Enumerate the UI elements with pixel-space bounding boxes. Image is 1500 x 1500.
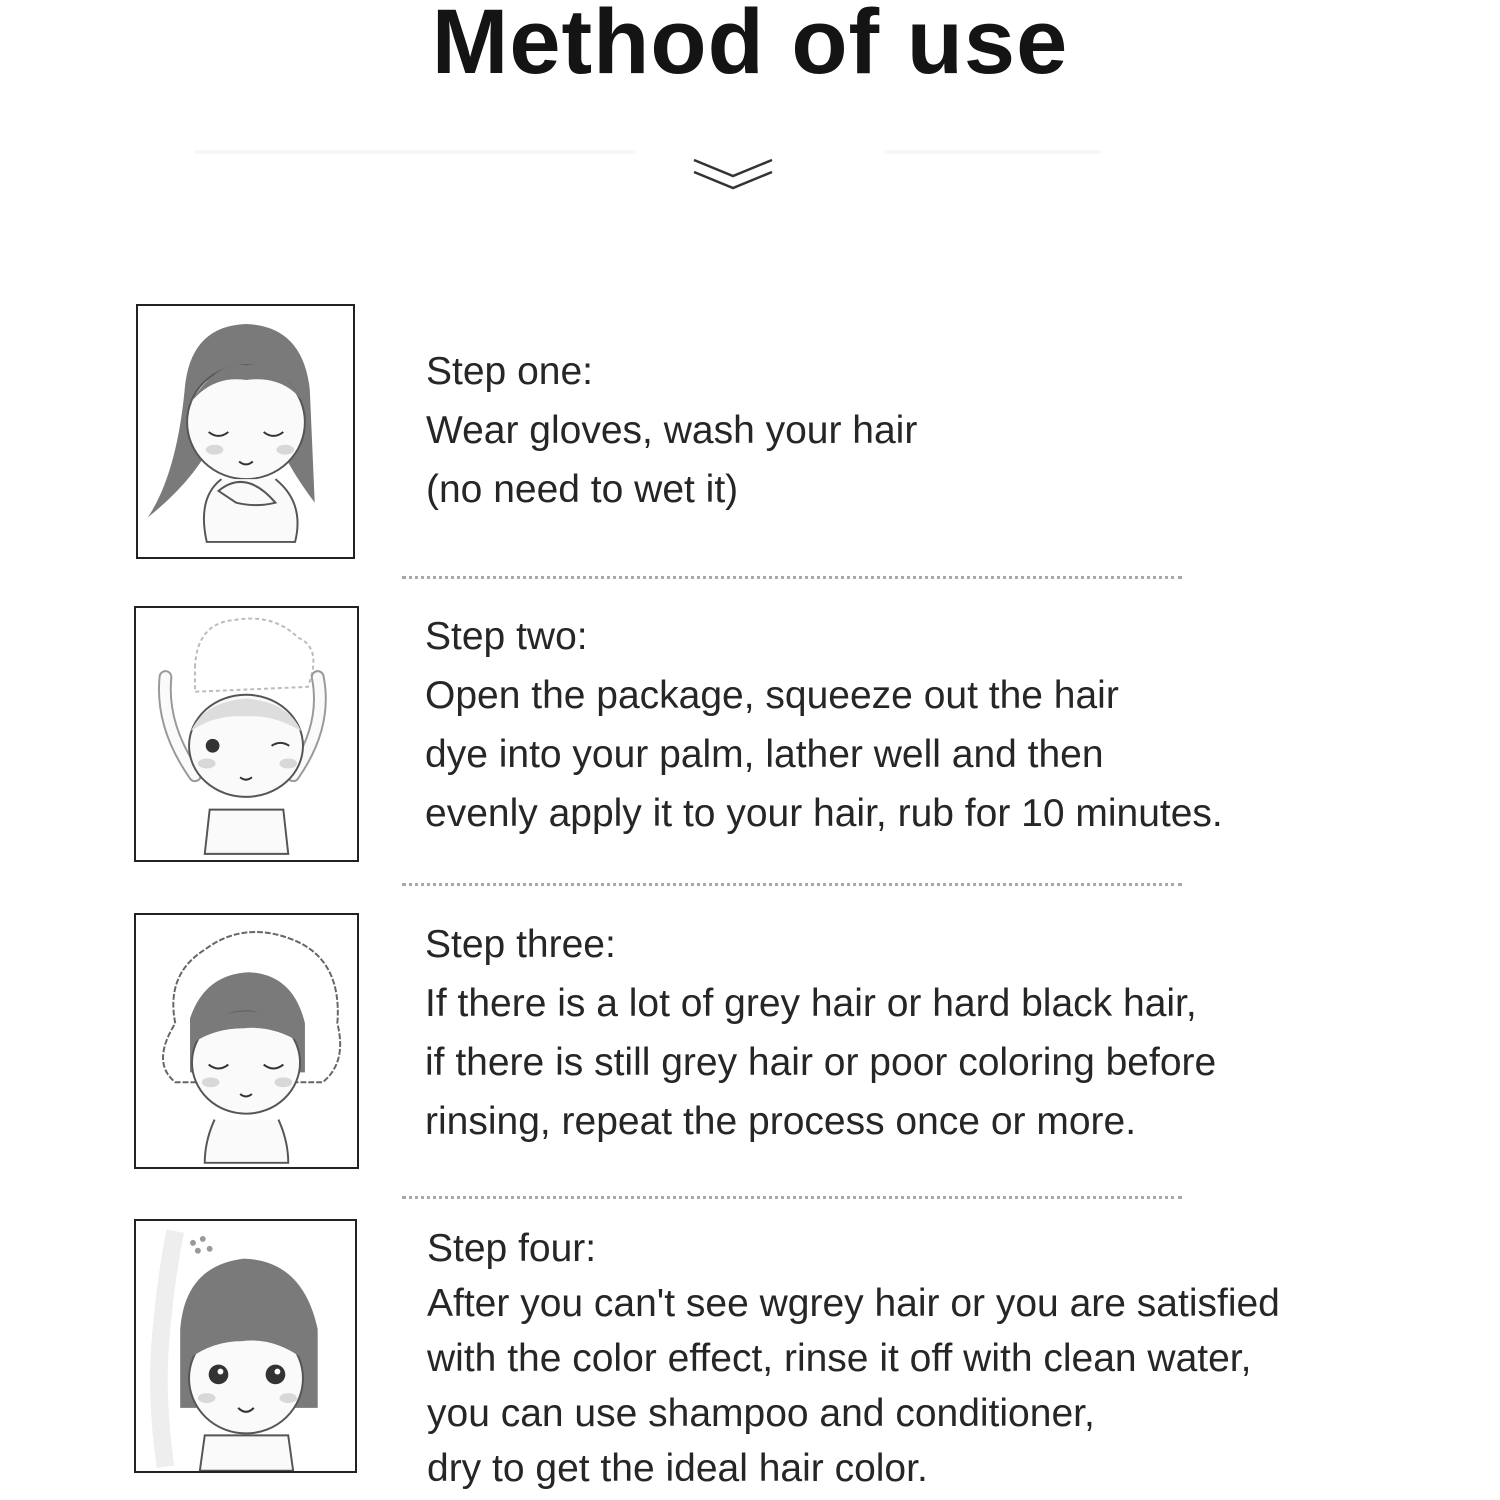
- step-line: dye into your palm, lather well and then: [425, 733, 1104, 776]
- step-line: Wear gloves, wash your hair: [426, 409, 918, 452]
- step-line: After you can't see wgrey hair or you are satisfied: [427, 1282, 1280, 1325]
- divider: [195, 150, 635, 154]
- divider: [402, 576, 1182, 579]
- divider: [402, 1196, 1182, 1199]
- step-line: (no need to wet it): [426, 468, 739, 511]
- step-four-illustration: [134, 1219, 357, 1473]
- step-three-text: [425, 915, 1216, 1151]
- step-heading: Step three:: [425, 923, 616, 966]
- step-four-text: [427, 1221, 1280, 1496]
- step-heading: Step one:: [426, 350, 593, 393]
- step-heading: Step four:: [427, 1227, 597, 1270]
- chevron-down-icon: [692, 156, 774, 196]
- step-two-text: [425, 607, 1223, 843]
- page-title: Method of use: [431, 0, 1069, 93]
- step-two-illustration: [134, 606, 359, 862]
- step-line: if there is still grey hair or poor coloring before: [425, 1041, 1217, 1084]
- step-line: Open the package, squeeze out the hair: [425, 674, 1119, 717]
- step-three-illustration: [134, 913, 359, 1169]
- step-line: with the color effect, rinse it off with clean water,: [427, 1337, 1252, 1380]
- step-line: If there is a lot of grey hair or hard black hair,: [425, 982, 1197, 1025]
- step-one-illustration: [136, 304, 355, 559]
- step-line: dry to get the ideal hair color.: [427, 1447, 928, 1490]
- step-line: rinsing, repeat the process once or more.: [425, 1100, 1137, 1143]
- divider: [402, 883, 1182, 886]
- step-line: you can use shampoo and conditioner,: [427, 1392, 1095, 1435]
- divider: [885, 150, 1100, 154]
- step-one-text: [426, 342, 917, 519]
- step-heading: Step two:: [425, 615, 588, 658]
- step-line: evenly apply it to your hair, rub for 10 minutes.: [425, 792, 1223, 835]
